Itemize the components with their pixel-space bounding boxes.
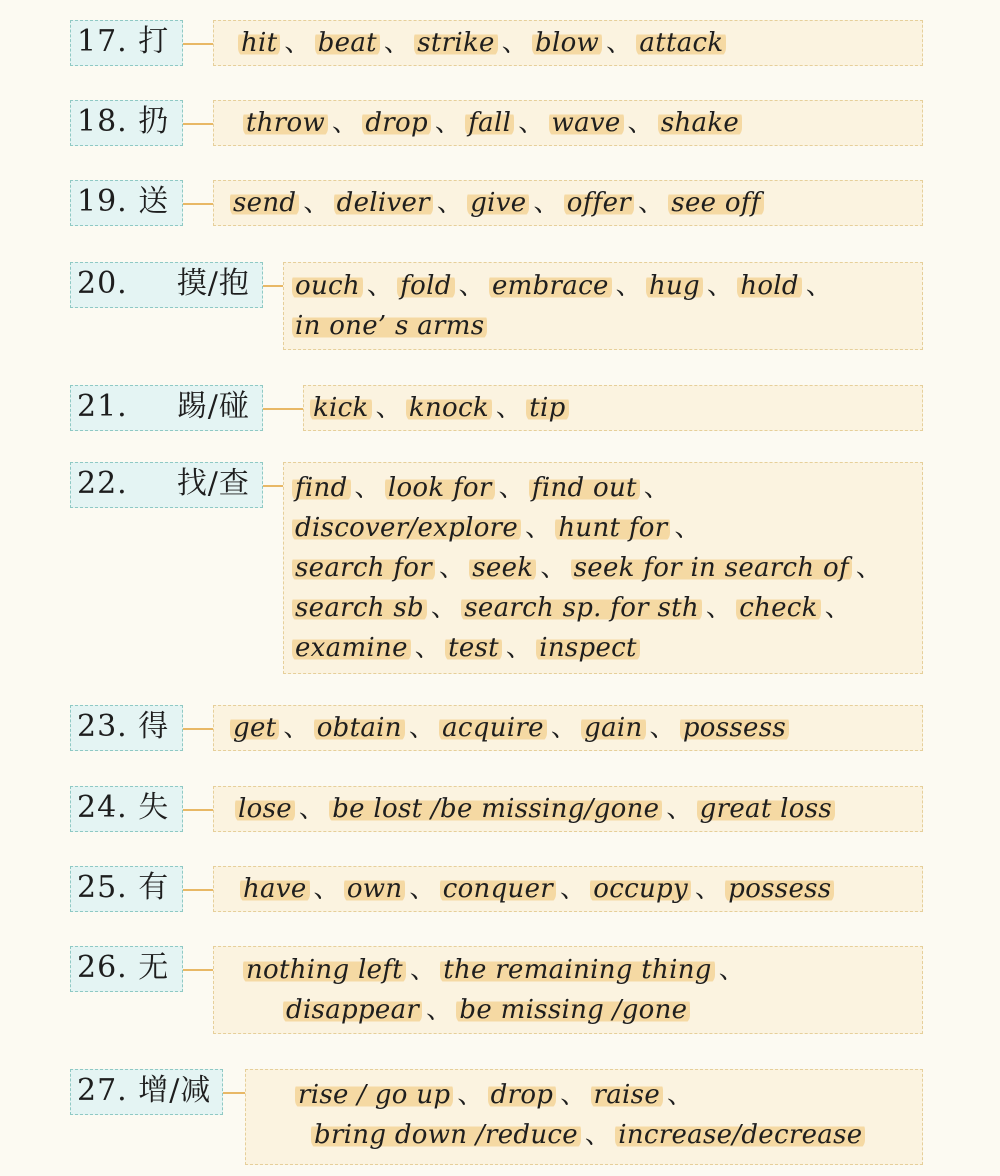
word-line: throw 、 drop 、 fall 、 wave 、 shake [243,103,742,143]
entry-number: 20. [77,266,128,301]
connector-line [183,43,213,45]
word: embrace [489,271,612,301]
word: examine [292,633,411,663]
word: attack [636,28,726,58]
entry-words [292,468,886,668]
word-line: rise / go up 、 drop 、 raise 、 [295,1075,865,1115]
entry-label [70,385,263,431]
entry-number: 19. [77,184,128,219]
entry-words [243,950,749,1030]
word: blow [532,28,602,58]
word: find out [529,473,640,503]
word-line: lose 、 be lost /be missing/gone 、 great loss [235,789,835,829]
entry-24 [0,786,1000,834]
word: hug [646,271,703,301]
entry-words [230,708,789,748]
entry-label [70,705,183,751]
word-line: hit 、 beat 、 strike 、 blow 、 attack [238,23,726,63]
entry-label [70,946,183,992]
connector-line [183,809,213,811]
word: discover/explore [292,513,521,543]
entry-label [70,462,263,508]
word: fall [465,108,514,138]
entry-25 [0,866,1000,914]
entry-label [70,262,263,308]
entry-number: 26. [77,950,128,985]
entry-number: 24. [77,790,128,825]
word: look for [385,473,495,503]
word-line: find 、 look for 、 find out 、 [292,468,886,508]
entry-words [230,183,764,223]
entry-chinese: 打 [138,24,170,59]
word-line: search for 、 seek 、 seek for in search of 、 [292,548,886,588]
word: search sb [292,593,427,623]
word: obtain [314,713,405,743]
entry-26 [0,946,1000,1034]
connector-line [263,285,283,287]
word: possess [725,874,834,904]
word: rise / go up [295,1080,453,1110]
word: raise [591,1080,663,1110]
word: gain [581,713,645,743]
word: tip [526,393,568,423]
word: nothing left [243,955,406,985]
word: seek [469,553,536,583]
word: check [736,593,821,623]
entry-chinese: 增/减 [138,1073,212,1108]
entry-27 [0,1069,1000,1165]
entry-chinese: 失 [138,790,170,825]
word: great loss [697,794,835,824]
word: possess [680,713,789,743]
word: shake [658,108,742,138]
entry-17 [0,20,1000,68]
entry-22 [0,462,1000,674]
word: the remaining thing [440,955,714,985]
entry-words [243,103,742,143]
entry-words [295,1075,865,1155]
word: search for [292,553,435,583]
entry-chinese: 找/查 [176,466,250,501]
entry-18 [0,100,1000,148]
connector-line [183,889,213,891]
word-line: search sb 、 search sp. for sth 、 check 、 [292,588,886,628]
word: send [230,188,299,218]
entry-number: 27. [77,1073,128,1108]
word: offer [564,188,634,218]
entry-chinese: 送 [138,184,170,219]
word: drop [488,1080,557,1110]
entry-number: 23. [77,709,128,744]
word: hold [737,271,802,301]
entry-chinese: 得 [138,709,170,744]
entry-label [70,100,183,146]
word: lose [235,794,295,824]
word: bring down /reduce [311,1120,581,1150]
word-line: have 、 own 、 conquer 、 occupy 、 possess [240,869,834,909]
word: knock [406,393,492,423]
entry-label [70,20,183,66]
entry-number: 25. [77,870,128,905]
entry-number: 18. [77,104,128,139]
word: conquer [440,874,556,904]
entry-number: 17. [77,24,128,59]
entry-21 [0,385,1000,431]
word: be missing /gone [456,995,690,1025]
word: acquire [439,713,547,743]
word: disappear [283,995,422,1025]
word-line: send 、 deliver 、 give 、 offer 、 see off [230,183,764,223]
entry-chinese: 有 [138,870,170,905]
word: be lost /be missing/gone [329,794,662,824]
connector-line [183,969,213,971]
word: have [240,874,310,904]
word: test [445,633,502,663]
word: wave [549,108,624,138]
entry-23 [0,705,1000,753]
word: drop [362,108,431,138]
word: hunt for [555,513,670,543]
entry-words [292,266,836,346]
word: give [467,188,529,218]
word: find [292,473,351,503]
word-line: discover/explore 、 hunt for 、 [292,508,886,548]
word-line: disappear 、 be missing /gone [243,990,749,1030]
connector-line [223,1092,245,1094]
word-line: examine 、 test 、 inspect [292,628,886,668]
word-line: bring down /reduce 、 increase/decrease [295,1115,865,1155]
entry-20 [0,262,1000,350]
word: seek for in search of [571,553,852,583]
entry-words [310,388,569,428]
word: inspect [536,633,640,663]
word-line [292,306,836,346]
entry-chinese: 摸/抱 [176,266,250,301]
word-line: nothing left 、 the remaining thing 、 [243,950,749,990]
word: beat [315,28,380,58]
word-line: kick 、 knock 、 tip [310,388,569,428]
entry-chinese: 无 [138,950,170,985]
entry-chinese: 扔 [138,104,170,139]
entry-19 [0,180,1000,228]
word: deliver [334,188,433,218]
connector-line [183,728,213,730]
entry-label [70,180,183,226]
entry-chinese: 踢/碰 [176,389,250,424]
word: search sp. for sth [461,593,702,623]
word-line: ouch 、 fold 、 embrace 、 hug 、 hold 、 [292,266,836,306]
word: strike [414,28,497,58]
entry-label [70,786,183,832]
entry-words [238,23,726,63]
word: fold [397,271,454,301]
word: occupy [590,874,691,904]
word: throw [243,108,328,138]
entry-words [235,789,835,829]
entry-number: 22. [77,466,128,501]
connector-line [183,203,213,205]
word: ouch [292,271,363,301]
connector-line [263,408,303,410]
word: own [344,874,406,904]
entry-number: 21. [77,389,128,424]
word: in one’ s arms [292,311,487,341]
word: hit [238,28,280,58]
word: kick [310,393,372,423]
entry-label [70,1069,223,1115]
entry-words [240,869,834,909]
word: increase/decrease [615,1120,865,1150]
word-line: get 、 obtain 、 acquire 、 gain 、 possess [230,708,789,748]
word: get [230,713,279,743]
connector-line [183,123,213,125]
entry-label [70,866,183,912]
connector-line [263,485,283,487]
word: see off [668,188,763,218]
